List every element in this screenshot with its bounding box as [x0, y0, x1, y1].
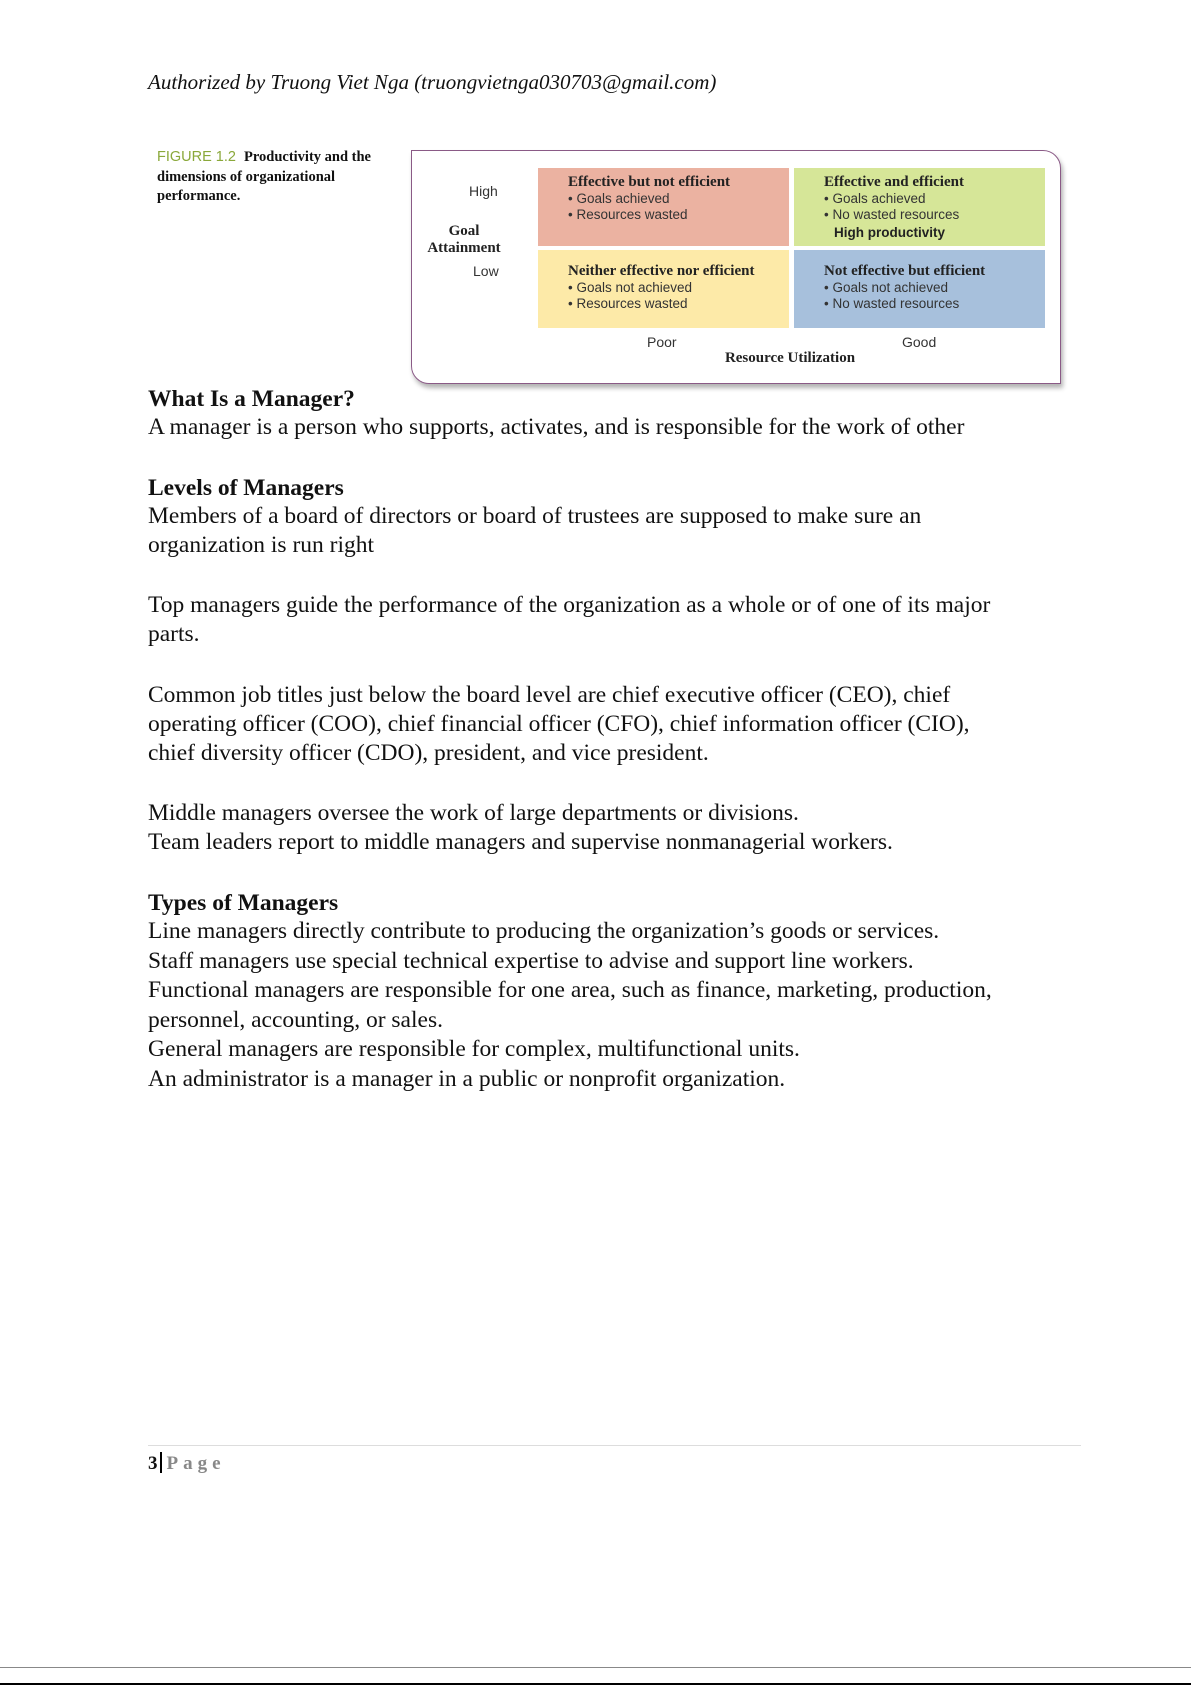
- quadrant-title: Neither effective nor efficient: [568, 263, 755, 279]
- body-line: Top managers guide the performance of the organization as a whole or of one of its major: [148, 592, 991, 618]
- section-heading: Levels of Managers: [148, 475, 344, 501]
- quadrant-bullet: • Goals achieved: [824, 191, 926, 206]
- body-line: organization is run right: [148, 532, 375, 558]
- x-good-label: Good: [902, 334, 937, 350]
- quadrant-bullet: • Goals not achieved: [824, 280, 949, 295]
- figure-caption-text: Productivity and the dimensions of organizational performance.: [157, 149, 371, 204]
- figure-number: FIGURE 1.2: [157, 149, 236, 165]
- body-line: Line managers directly contribute to producing the organization’s goods or services.: [148, 918, 940, 944]
- quadrant-neither-effective-nor-efficient: [538, 250, 789, 328]
- section-heading: Types of Managers: [148, 890, 339, 916]
- body-line: Common job titles just below the board level are chief executive officer (CEO), chief: [148, 682, 951, 708]
- page-number: 3: [148, 1453, 158, 1474]
- quadrant-bullet: • Goals not achieved: [568, 280, 693, 295]
- body-line: Staff managers use special technical expertise to advise and support line workers.: [148, 948, 914, 974]
- high-productivity-label: High productivity: [834, 225, 945, 240]
- body-line: General managers are responsible for complex, multifunctional units.: [148, 1036, 800, 1062]
- body-line: Middle managers oversee the work of large departments or divisions.: [148, 800, 799, 826]
- page-edge-line: [0, 1667, 1191, 1668]
- quadrant-effective-and-efficient: [794, 168, 1045, 246]
- productivity-matrix-figure: [411, 150, 1061, 384]
- body-line: operating officer (COO), chief financial officer (CFO), chief information officer (CIO),: [148, 711, 970, 737]
- body-line: parts.: [148, 621, 200, 647]
- quadrant-title: Effective and efficient: [824, 174, 964, 190]
- quadrant-bullet: • Resources wasted: [568, 296, 688, 311]
- quadrant-effective-not-efficient: [538, 168, 789, 246]
- quadrant-title: Effective but not efficient: [568, 174, 731, 190]
- quadrant-bullet: • No wasted resources: [824, 207, 960, 222]
- body-line: Team leaders report to middle managers and supervise nonmanagerial workers.: [148, 829, 893, 855]
- body-line: personnel, accounting, or sales.: [148, 1007, 443, 1033]
- quadrant-bullet: • Resources wasted: [568, 207, 688, 222]
- y-axis-label-line1: Goal: [448, 223, 480, 239]
- quadrant-not-effective-but-efficient: [794, 250, 1045, 328]
- quadrant-title: Not effective but efficient: [824, 263, 986, 279]
- page-footer: [148, 1452, 226, 1475]
- body-line: Members of a board of directors or board of trustees are supposed to make sure an: [148, 503, 922, 529]
- body-line: An administrator is a manager in a public or nonprofit organization.: [148, 1066, 786, 1092]
- x-poor-label: Poor: [647, 334, 677, 350]
- page-label: Page: [166, 1453, 226, 1474]
- authorization-header: Authorized by Truong Viet Nga (truongvietnga030703@gmail.com): [148, 70, 717, 94]
- section-heading: What Is a Manager?: [148, 386, 355, 412]
- quadrant-bullet: • Goals achieved: [568, 191, 670, 206]
- y-axis-label-line2: Attainment: [427, 240, 501, 256]
- x-axis-label: Resource Utilization: [724, 350, 856, 366]
- body-line: A manager is a person who supports, activates, and is responsible for the work of other: [148, 414, 965, 440]
- footer-divider: [148, 1445, 1081, 1446]
- y-high-label: High: [469, 183, 498, 199]
- figure-caption: [157, 148, 387, 207]
- quadrant-bullet: • No wasted resources: [824, 296, 960, 311]
- body-line: chief diversity officer (CDO), president, and vice president.: [148, 740, 709, 766]
- y-axis-label: [408, 223, 520, 257]
- footer-separator: [160, 1452, 162, 1473]
- body-line: Functional managers are responsible for one area, such as finance, marketing, production,: [148, 977, 992, 1003]
- y-low-label: Low: [473, 263, 499, 279]
